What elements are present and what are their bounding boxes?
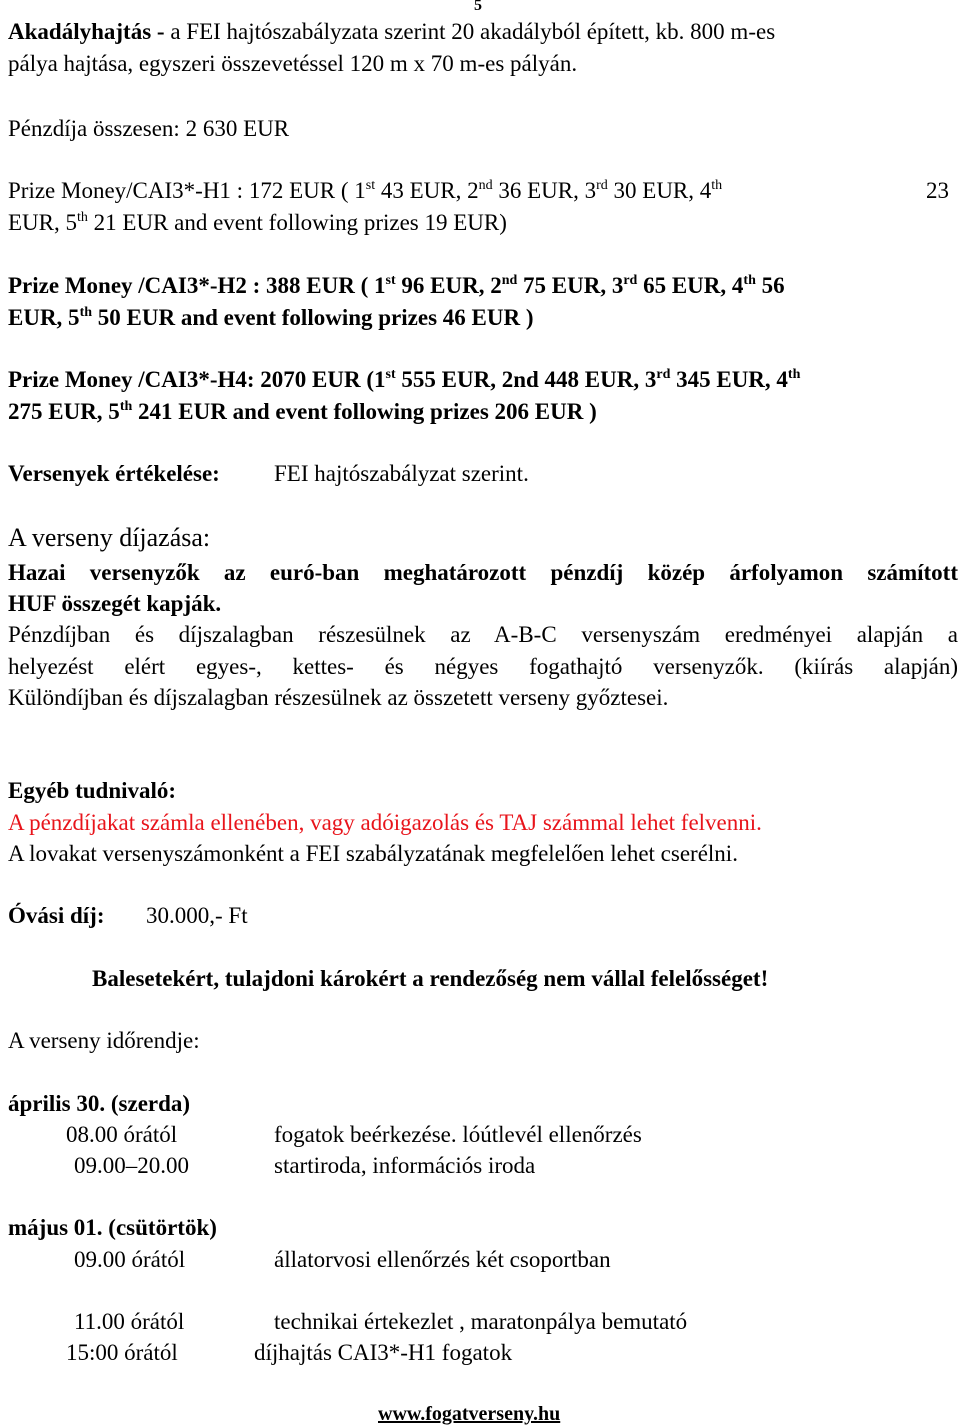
prize-h1-line-1	[8, 179, 722, 202]
day2-time-3: 15:00 órától	[66, 1340, 178, 1365]
evaluation-label: Versenyek értékelése:	[8, 461, 220, 486]
day1-event-1: fogatok beérkezése. lóútlevél ellenőrzés	[274, 1122, 642, 1147]
awards-para-line-1: Pénzdíjban és díjszalagban részesülnek az A-B-C versenyszám eredményei alapján a	[8, 622, 958, 647]
ordinal-sup: rd	[623, 273, 638, 288]
prize-h4-text: 345 EUR, 4	[670, 367, 788, 392]
awards-bold-line-1: Hazai versenyzők az euró-ban meghatározott pénzdíj közép árfolyamon számított	[8, 560, 958, 585]
ordinal-sup: th	[77, 210, 88, 225]
day1-event-2: startiroda, információs iroda	[274, 1153, 536, 1178]
prize-h1-text: 43 EUR, 2	[375, 178, 479, 203]
awards-para-line-2: helyezést elért egyes-, kettes- és négyes fogathajtó versenyzők. (kiírás alapján)	[8, 654, 958, 679]
awards-bold-line-2: HUF összegét kapják.	[8, 591, 222, 616]
other-heading: Egyéb tudnivaló:	[8, 778, 177, 803]
ordinal-sup: th	[119, 399, 133, 414]
prize-h1-text: Prize Money/CAI3*-H1 : 172 EUR ( 1	[8, 178, 366, 203]
prize-h1-line-2	[8, 211, 507, 234]
ordinal-sup: th	[787, 367, 801, 382]
prize-h1-text: 21 EUR and event following prizes 19 EUR)	[87, 210, 507, 235]
ordinal-sup: rd	[596, 178, 608, 193]
day1-time-2: 09.00–20.00	[74, 1153, 189, 1178]
prize-h4-line-2	[8, 400, 597, 423]
intro-bold-label: Akadályhajtás -	[8, 19, 165, 44]
ordinal-sup: nd	[478, 178, 493, 193]
ordinal-sup: th	[743, 273, 756, 288]
intro-line-1	[8, 20, 775, 43]
prize-h1-line-1-end: 23	[926, 178, 949, 203]
day2-time-1: 09.00 órától	[74, 1247, 186, 1272]
disclaimer: Balesetekért, tulajdoni károkért a rendezőség nem vállal felelősséget!	[92, 966, 769, 991]
prize-h2-text: Prize Money /CAI3*-H2 : 388 EUR ( 1	[8, 273, 386, 298]
prize-h4-text: 241 EUR and event following prizes 206 EUR )	[132, 399, 597, 424]
page-number: 5	[474, 0, 482, 14]
ordinal-sup: th	[79, 305, 93, 320]
protest-value: 30.000,- Ft	[146, 903, 248, 928]
day2-event-3: díjhajtás CAI3*-H1 fogatok	[254, 1340, 513, 1365]
prize-h2-text: 75 EUR, 3	[517, 273, 624, 298]
evaluation-value: FEI hajtószabályzat szerint.	[274, 461, 529, 486]
ordinal-sup: rd	[656, 367, 671, 382]
other-line-2: A lovakat versenyszámonként a FEI szabályzatának megfelelően lehet cserélni.	[8, 841, 738, 866]
prize-h4-text: Prize Money /CAI3*-H4: 2070 EUR (1	[8, 367, 386, 392]
prize-h2-line-1	[8, 274, 785, 297]
ordinal-sup: nd	[501, 273, 518, 288]
awards-heading: A verseny díjazása:	[8, 523, 211, 552]
footer-url-link[interactable]: www.fogatverseny.hu	[378, 1403, 561, 1425]
protest-label: Óvási díj:	[8, 903, 105, 928]
prize-h2-text: 65 EUR, 4	[637, 273, 744, 298]
prize-h2-text: 50 EUR and event following prizes 46 EUR )	[92, 305, 534, 330]
prize-h1-text: EUR, 5	[8, 210, 77, 235]
prize-h1-text: 30 EUR, 4	[607, 178, 712, 203]
ordinal-sup: st	[385, 273, 396, 288]
prize-h2-text: EUR, 5	[8, 305, 80, 330]
other-red-notice: A pénzdíjakat számla ellenében, vagy adóigazolás és TAJ számmal lehet felvenni.	[8, 810, 762, 835]
prize-h4-text: 555 EUR, 2nd 448 EUR, 3	[395, 367, 657, 392]
day1-time-1: 08.00 órától	[66, 1122, 178, 1147]
prize-h1-text: 36 EUR, 3	[492, 178, 597, 203]
intro-line-2: pálya hajtása, egyszeri összevetéssel 120 m x 70 m-es pályán.	[8, 51, 578, 76]
prize-h4-text: 275 EUR, 5	[8, 399, 120, 424]
prize-h4-line-1	[8, 368, 800, 391]
ordinal-sup: st	[365, 178, 376, 193]
day2-time-2: 11.00 órától	[74, 1309, 185, 1334]
intro-text: a FEI hajtószabályzata szerint 20 akadályból épített, kb. 800 m-es	[164, 19, 776, 44]
day2-event-2: technikai értekezlet , maratonpálya bemutató	[274, 1309, 688, 1334]
prize-h2-line-2	[8, 306, 534, 329]
schedule-heading: A verseny időrendje:	[8, 1028, 200, 1053]
prize-h2-text: 56	[755, 273, 785, 298]
day2-title: május 01. (csütörtök)	[8, 1215, 217, 1240]
ordinal-sup: th	[711, 178, 723, 193]
ordinal-sup: st	[385, 367, 396, 382]
day1-title: április 30. (szerda)	[8, 1091, 191, 1116]
prize-h2-text: 96 EUR, 2	[395, 273, 502, 298]
day2-event-1: állatorvosi ellenőrzés két csoportban	[274, 1247, 611, 1272]
awards-para-line-3: Különdíjban és díjszalagban részesülnek az összetett verseny győztesei.	[8, 685, 669, 710]
total-prize: Pénzdíja összesen: 2 630 EUR	[8, 116, 290, 141]
